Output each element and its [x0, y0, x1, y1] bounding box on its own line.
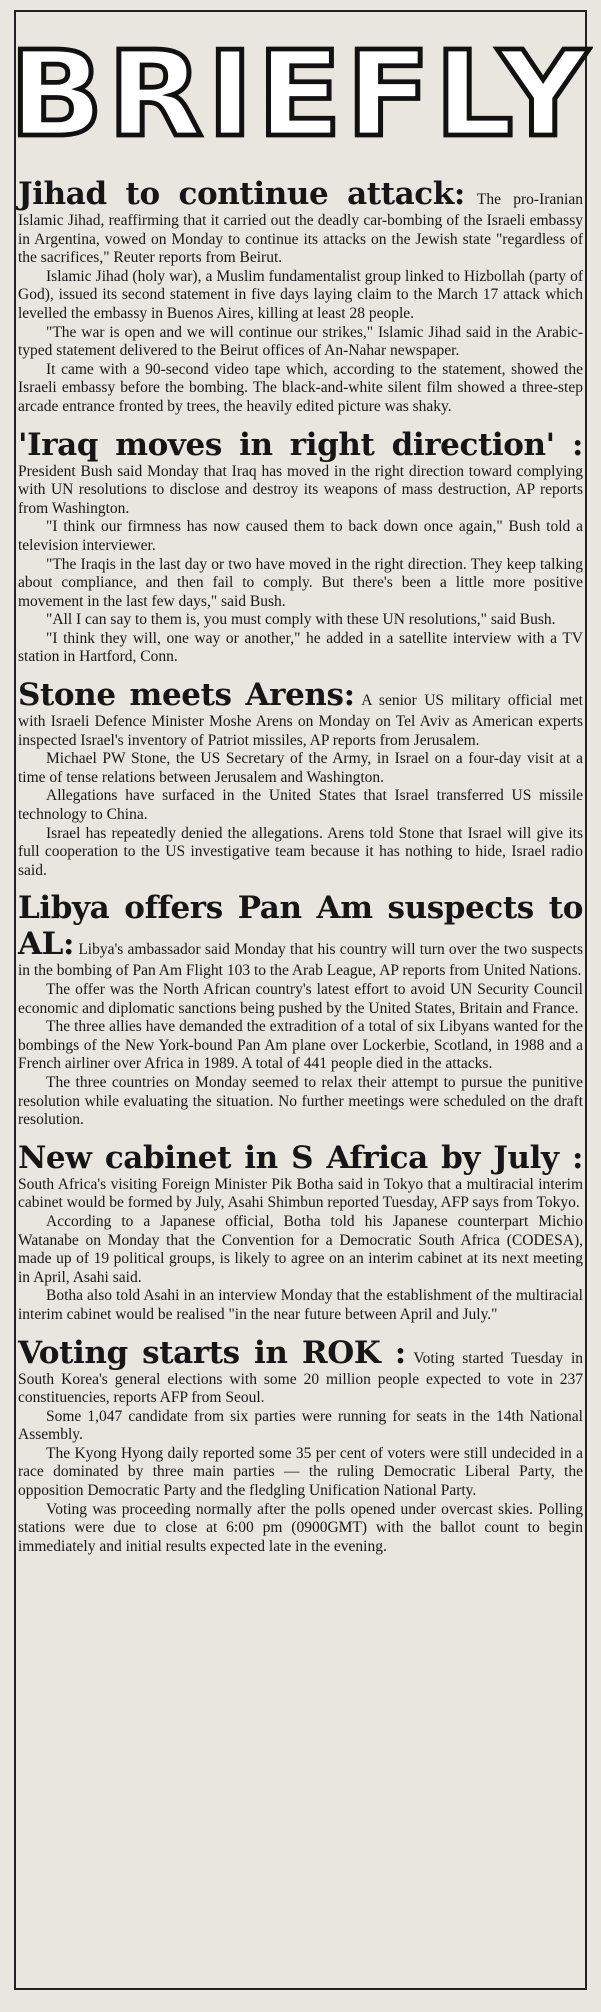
story-paragraph: The three countries on Monday seemed to relax their attempt to pursue the punitive resolution while evaluating the situation. No further meetings were scheduled on the draft resolution.: [18, 1073, 583, 1129]
masthead: [8, 20, 593, 170]
story-headline: Jihad to continue attack:: [18, 176, 465, 212]
story-paragraph: Botha also told Asahi in an interview Monday that the establishment of the multiracial interim cabinet would be realised "in the near future between April and July.": [18, 1287, 583, 1323]
story-paragraph: Voting was proceeding normally after the polls opened under overcast skies. Polling stations were due to close at 6:00 pm (0900GMT) with the ballot count to begin immediately and initial results expected late in the evening.: [18, 1500, 583, 1555]
story-paragraph: The Kyong Hyong daily reported some 35 per cent of voters were still undecided in a race dominated by three main parties — the ruling Democratic Liberal Party, the opposition Democratic Party and the fledgling Unification National Party.: [18, 1444, 583, 1500]
story-paragraph: "I think they will, one way or another," he added in a satellite interview with a TV station in Hartford, Conn.: [18, 629, 583, 666]
story-paragraph: The three allies have demanded the extradition of a total of six Libyans wanted for the bombings of the New York-bound Pan Am plane over Lockerbie, Scotland, in 1988 and a French airliner over Africa in 1989. A total of 441 people died in the attacks.: [18, 1018, 583, 1073]
story-headline: New cabinet in S Africa by July :: [18, 1139, 583, 1176]
story-lead-text: A senior US military official met with Israeli Defence Minister Moshe Arens on Monday on Tel Aviv as American experts inspected Israel's inventory of Patriot missiles, AP reports from Jerusalem.: [18, 692, 583, 749]
story-paragraph: Islamic Jihad (holy war), a Muslim fundamentalist group linked to Hizbollah (party of God), issued its second statement in five days laying claim to the March 17 attack which levelled the embassy in Buenos Aires, killing at least 28 people.: [18, 267, 583, 322]
story-paragraph: "The Iraqis in the last day or two have moved in the right direction. They keep talking about compliance, and then fail to comply. But there's been a little more positive movement in the last few days," said Bush.: [18, 555, 583, 610]
story-headline: Voting starts in ROK :: [18, 1334, 406, 1371]
story-paragraph: Allegations have surfaced in the United States that Israel transferred US missile technology to China.: [18, 787, 583, 824]
story-lead-text: Libya's ambassador said Monday that his country will turn over the two suspects in the bombing of Pan Am Flight 103 to the Arab League, AP reports from United Nations.: [18, 941, 583, 980]
story-lead-text: South Africa's visiting Foreign Minister Pik Botha said in Tokyo that a multiracial interim cabinet would be formed by July, Asahi Shimbun reported Tuesday, AFP says from Tokyo.: [18, 1175, 583, 1212]
story-paragraph: It came with a 90-second video tape which, according to the statement, showed the Israeli embassy before the bombing. The black-and-white silent film showed a three-step arcade entrance fronted by trees, the heavily edited picture was shaky.: [18, 360, 583, 415]
story-lead-paragraph: [18, 890, 583, 981]
story-lead-paragraph: [18, 677, 583, 750]
story-lead-paragraph: [18, 176, 583, 268]
story-paragraph: Some 1,047 candidate from six parties were running for seats in the 14th National Assembly.: [18, 1407, 583, 1444]
story-lead-text: Voting started Tuesday in South Korea's general elections with some 20 million people expected to vote in 237 constituencies, reports AFP from Seoul.: [18, 1349, 583, 1407]
masthead-title: BRIEFLY: [8, 26, 593, 164]
story-headline: 'Iraq moves in right direction' :: [18, 426, 583, 463]
story-paragraph: "All I can say to them is, you must comply with these UN resolutions," said Bush.: [46, 611, 556, 629]
story-lead-paragraph: [18, 427, 583, 519]
story: [18, 1140, 583, 1325]
story-lead-paragraph: [18, 1140, 583, 1213]
story: [18, 176, 583, 417]
stories-column: [18, 176, 583, 1556]
story-lead-text: President Bush said Monday that Iraq has moved in the right direction toward complying with UN resolutions to disclose and destroy its weapons of mass destruction, AP reports from Washington.: [18, 462, 583, 517]
story-lead-text: The pro-Iranian Islamic Jihad, reaffirming that it carried out the deadly car-bombing of the Israeli embassy in Argentina, vowed on Monday to continue its attacks on the Jewish state "regardless of the sacrifices," Reuter reports from Beirut.: [18, 191, 583, 267]
story-headline: Libya offers Pan Am suspects to AL:: [18, 890, 583, 963]
story: [18, 427, 583, 668]
story-headline: Stone meets Arens:: [18, 677, 355, 714]
story-paragraph: According to a Japanese official, Botha told his Japanese counterpart Michio Watanabe on Monday that the Convention for a Democratic South Africa (CODESA), made up of 19 political groups, is likely to agree on an interim cabinet at its next meeting in April, Asahi said.: [18, 1212, 583, 1286]
story-paragraph: Israel has repeatedly denied the allegations. Arens told Stone that Israel will give its full cooperation to the US investigative team because it has nothing to hide, Israel radio said.: [18, 824, 583, 879]
story-paragraph: "The war is open and we will continue our strikes," Islamic Jihad said in the Arabic-typed statement delivered to the Beirut offices of An-Nahar newspaper.: [18, 323, 583, 360]
story: [18, 890, 583, 1129]
story-paragraph: The offer was the North African country's latest effort to avoid UN Security Council economic and diplomatic sanctions being pushed by the United States, Britain and France.: [18, 981, 583, 1017]
story-paragraph: "I think our firmness has now caused them to back down once again," Bush told a television interviewer.: [18, 518, 583, 554]
story-paragraph: Michael PW Stone, the US Secretary of the Army, in Israel on a four-day visit at a time of tense relations between Jerusalem and Washington.: [18, 750, 583, 786]
story: [18, 677, 583, 880]
story: [18, 1335, 583, 1557]
story-lead-paragraph: [18, 1335, 583, 1408]
